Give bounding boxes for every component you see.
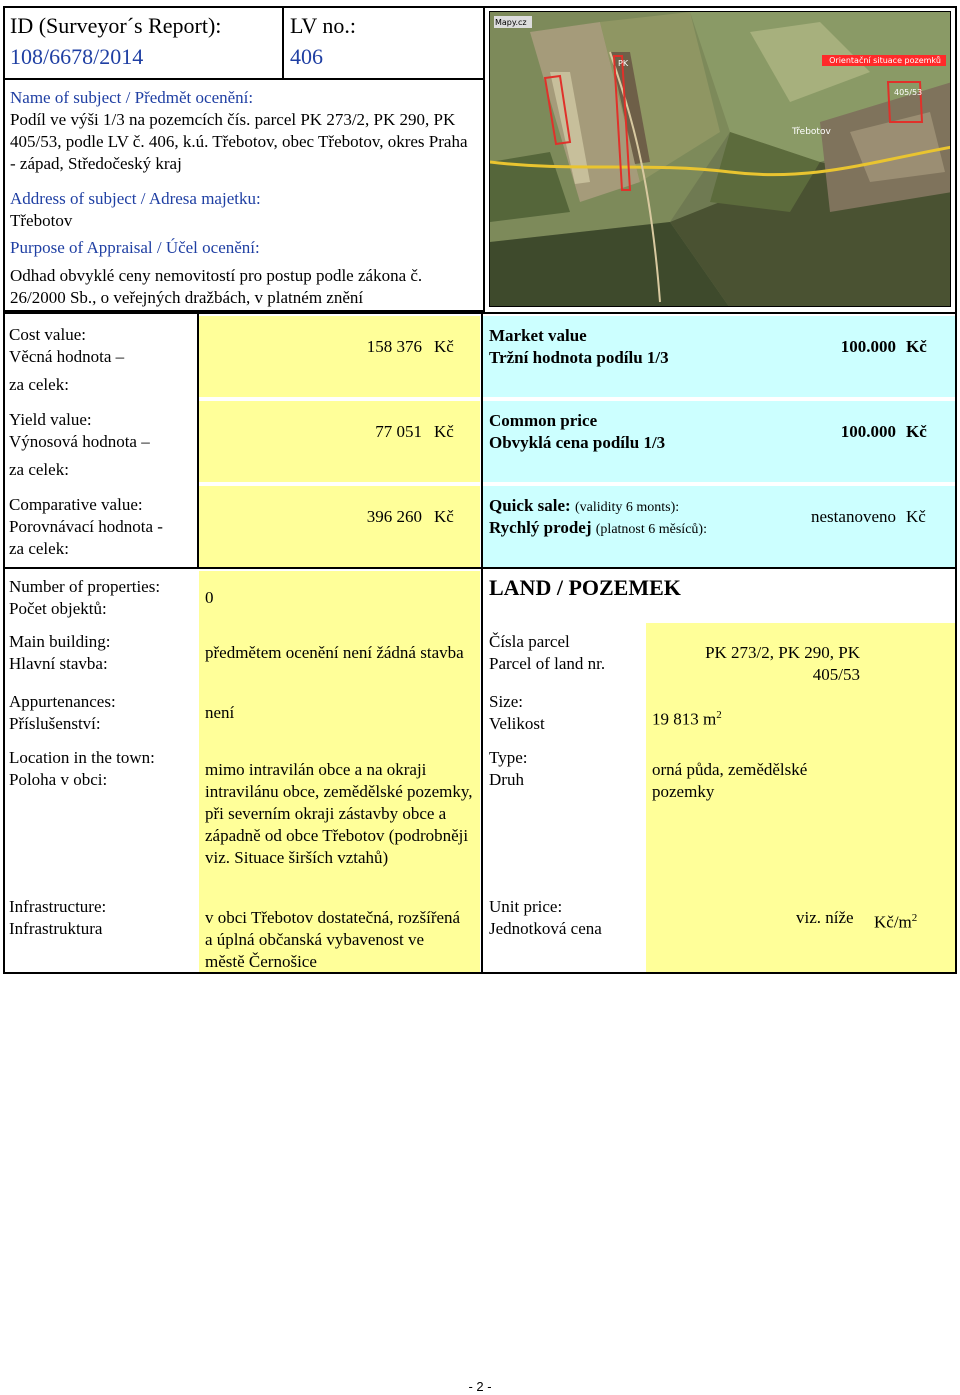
comp-label-3: za celek: <box>9 539 69 558</box>
quick-amount: nestanoveno <box>811 507 896 526</box>
number-label-2: Počet objektů: <box>9 599 107 618</box>
header-vdivider <box>282 6 284 79</box>
quick-label-2 <box>489 517 707 541</box>
size-value-text: 19 813 m <box>652 709 717 729</box>
comp-label-1: Comparative value: <box>9 495 143 514</box>
svg-text:Mapy.cz: Mapy.cz <box>495 18 527 27</box>
appurtenances-value: není <box>205 703 235 722</box>
parcels-value: PK 273/2, PK 290, PK 405/53 <box>705 643 860 684</box>
aerial-map <box>489 11 951 307</box>
id-value: 108/6678/2014 <box>10 44 144 69</box>
parcels-label-1: Čísla parcel <box>489 632 570 651</box>
type-label-2: Druh <box>489 770 524 789</box>
unit-price-unit-sup: 2 <box>911 912 918 924</box>
id-label: ID (Surveyor´s Report): <box>10 13 222 38</box>
cost-label-3: za celek: <box>9 375 69 394</box>
yield-label-1: Yield value: <box>9 410 92 429</box>
unit-price-unit <box>874 907 917 934</box>
comp-currency: Kč <box>434 507 454 526</box>
subject-name-label: Name of subject / Předmět ocenění: <box>10 88 254 107</box>
location-label-2: Poloha v obci: <box>9 770 108 789</box>
unit-price-label-1: Unit price: <box>489 897 563 916</box>
yield-amount: 77 051 <box>375 422 422 441</box>
market-label-2: Tržní hodnota podílu 1/3 <box>489 348 669 367</box>
common-label-2: Obvyklá cena podílu 1/3 <box>489 433 666 452</box>
values-row-divider-1 <box>3 397 957 401</box>
address-label: Address of subject / Adresa majetku: <box>10 189 261 208</box>
address-value: Třebotov <box>10 211 73 230</box>
cost-label-1: Cost value: <box>9 325 86 344</box>
subject-name-value: Podíl ve výši 1/3 na pozemcích čís. parcel PK 273/2, PK 290, PK 405/53, podle LV č. 406, k.ú. Třebotov, obec Třebotov, okres Praha - západ, Středočeský kraj <box>10 110 468 173</box>
quick-note-2: (platnost 6 měsíců): <box>595 522 707 537</box>
comp-label-2: Porovnávací hodnota - <box>9 517 163 536</box>
yield-label-3: za celek: <box>9 460 69 479</box>
values-row-divider-2 <box>3 482 957 486</box>
land-heading: LAND / POZEMEK <box>489 575 681 600</box>
quick-label-1-text: Quick sale: <box>489 496 571 515</box>
header-divider <box>3 78 485 80</box>
middle-divider <box>481 312 483 974</box>
values-bottom-border <box>3 567 957 569</box>
number-value-cell <box>199 571 480 626</box>
properties-bottom-border <box>3 972 957 974</box>
comp-amount: 396 260 <box>366 507 422 526</box>
infrastructure-value: v obci Třebotov dostatečná, rozšířená a úplná občanská vybavenost ve městě Černošice <box>205 908 461 971</box>
size-value <box>652 704 722 731</box>
size-label-2: Velikost <box>489 714 545 733</box>
quick-currency: Kč <box>906 507 926 526</box>
market-label-1: Market value <box>489 326 587 345</box>
yield-currency: Kč <box>434 422 454 441</box>
size-label-1: Size: <box>489 692 523 711</box>
unit-price-label-2: Jednotková cena <box>489 919 602 938</box>
appurtenances-label-1: Appurtenances: <box>9 692 116 711</box>
page-number: - 2 - <box>468 1379 492 1394</box>
unit-price-value: viz. níže <box>796 908 854 927</box>
label-value-divider <box>197 312 199 568</box>
outer-left-border <box>3 312 5 974</box>
location-label-1: Location in the town: <box>9 748 155 767</box>
parcels-label-2: Parcel of land nr. <box>489 654 606 673</box>
cost-label-2: Věcná hodnota – <box>9 347 125 366</box>
common-amount: 100.000 <box>840 422 896 441</box>
yield-label-2: Výnosová hodnota – <box>9 432 150 451</box>
quick-label-2-text: Rychlý prodej <box>489 518 592 537</box>
quick-label-1 <box>489 495 679 519</box>
main-building-label-2: Hlavní stavba: <box>9 654 108 673</box>
map-top-border <box>485 6 957 8</box>
cost-amount: 158 376 <box>366 337 422 356</box>
number-value: 0 <box>205 588 214 607</box>
common-currency: Kč <box>906 422 927 441</box>
map-parcel-label-1: PK <box>618 59 629 68</box>
market-currency: Kč <box>906 337 927 356</box>
map-legend-label: Orientační situace pozemků <box>829 56 941 65</box>
map-parcel-label-2: 405/53 <box>894 88 923 97</box>
cost-currency: Kč <box>434 337 454 356</box>
number-label-1: Number of properties: <box>9 577 161 596</box>
infrastructure-label-1: Infrastructure: <box>9 897 107 916</box>
size-value-sup: 2 <box>716 709 722 721</box>
appurtenances-label-2: Příslušenství: <box>9 714 101 733</box>
appurtenances-cell <box>199 681 480 741</box>
unit-price-unit-text: Kč/m <box>874 912 912 932</box>
lv-label: LV no.: <box>290 13 357 38</box>
common-label-1: Common price <box>489 411 598 430</box>
quick-note-1: (validity 6 monts): <box>574 500 680 515</box>
purpose-label: Purpose of Appraisal / Účel ocenění: <box>10 238 260 257</box>
lv-value: 406 <box>290 44 323 69</box>
location-value: mimo intravilán obce a na okraji intravilánu obce, zemědělské pozemky, při severním okraji zástavby obce a západně od obce Třebotov (podrobněji viz. Situace širších vztahů) <box>205 760 473 867</box>
main-building-label-1: Main building: <box>9 632 111 651</box>
infrastructure-label-2: Infrastruktura <box>9 919 103 938</box>
outer-right-border <box>955 6 957 974</box>
values-top-border <box>3 312 957 314</box>
purpose-value: Odhad obvyklé ceny nemovitostí pro postup podle zákona č. 26/2000 Sb., o veřejných dražbách, v platném znění <box>10 266 423 307</box>
main-building-value: předmětem ocenění není žádná stavba <box>205 643 464 662</box>
type-label-1: Type: <box>489 748 528 767</box>
type-value: orná půda, zemědělské pozemky <box>652 760 808 801</box>
market-amount: 100.000 <box>840 337 896 356</box>
map-village-label: Třebotov <box>792 127 831 137</box>
